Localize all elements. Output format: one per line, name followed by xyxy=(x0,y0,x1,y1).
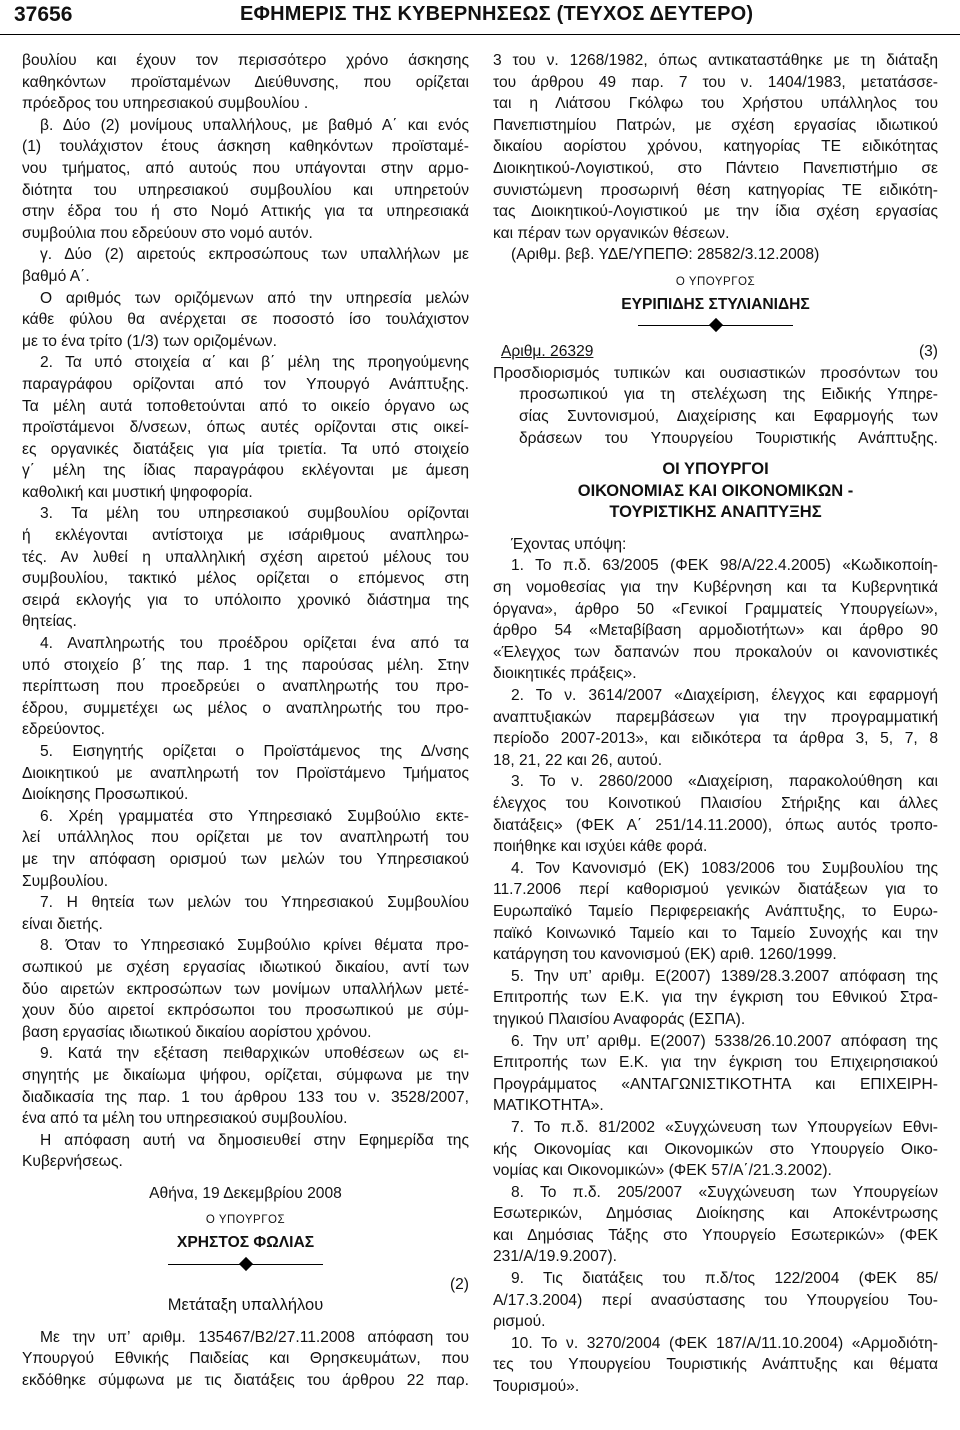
text-line: υπό στοιχείο β΄ της παρ. 1 της παρούσας μέλη. Στην xyxy=(22,656,469,674)
text-line: διοικητικές πράξεις». xyxy=(493,665,637,683)
gazette-title: ΕΦΗΜΕΡΙΣ ΤΗΣ ΚΥΒΕΡΝΗΣΕΩΣ (ΤΕΥΧΟΣ ΔΕΥΤΕΡΟ) xyxy=(240,3,754,25)
text-line: 9. Κατά την εξέταση πειθαρχικών υποθέσεων ως ει- xyxy=(40,1045,469,1063)
text-line: συνιστώμενη προσωρινή θέση κατηγορίας ΤΕ ειδικότη- xyxy=(493,181,938,199)
place-date: Αθήνα, 19 Δεκεμβρίου 2008 xyxy=(149,1184,342,1202)
text-line: 9. Τις διατάξεις του π.δ/τος 122/2004 (ΦΕΚ 85/ xyxy=(511,1270,938,1288)
text-line: ένα από τα μέλη του υπηρεσιακού συμβουλίου. xyxy=(22,1110,348,1128)
decision-ref: Αριθμ. 26329 xyxy=(501,343,594,361)
text-line: 4. Τον Κανονισμό (ΕΚ) 1083/2006 του Συμβουλίου της xyxy=(511,859,938,877)
text-line: 6. Χρέη γραμματέα στο Υπηρεσιακό Συμβούλιο εκτε- xyxy=(40,807,469,825)
text-line: περίπτωση που προεδρεύει ο αναπληρωτής του προ- xyxy=(22,678,469,696)
page-number: 37656 xyxy=(14,3,73,26)
text-line: 18, 21, 22 και 26, αυτού. xyxy=(493,751,663,769)
text-line: 1. Το π.δ. 63/2005 (ΦΕΚ 98/Α/22.4.2005) «Κωδικοποίη- xyxy=(511,557,938,575)
decision-header xyxy=(493,341,938,363)
text-line: εδρεύοντος. xyxy=(22,721,105,739)
text-line: και Δημόσιας Τάξης στο Υπουργείο Εσωτερικών» (ΦΕΚ xyxy=(493,1226,938,1244)
diamond-icon xyxy=(708,318,722,332)
spacer xyxy=(22,1173,469,1183)
text-line: ή εκλέγονται αντίστοιχα με ισάριθμους αναπληρω- xyxy=(22,527,469,545)
text-line: 5. Την υπ’ αριθμ. Ε(2007) 1389/28.3.2007 απόφαση της xyxy=(511,967,938,985)
text-line: Επιτροπής των Ε.Κ. για την έγκριση του Επιχειρησιακού xyxy=(493,1054,938,1072)
decision-title-line: Προσδιορισμός τυπικών και ουσιαστικών προσόντων του xyxy=(493,364,938,382)
text-line: 231/Α/19.9.2007). xyxy=(493,1248,617,1266)
decision-number: (3) xyxy=(918,343,938,361)
text-line: κάθε φύλου θα ανέρχεται σε ποσοστό ίσο τουλάχιστον xyxy=(22,311,469,329)
text-line: όργανα», άρθρο 50 «Γενικοί Γραμματείς Υπουργείων», xyxy=(493,600,938,618)
text-line: διαδικασία της παρ. 1 του άρθρου 133 του ν. 3528/2007, xyxy=(22,1088,469,1106)
text-line: Ευρωπαϊκό Ταμείο Περιφερειακής Ανάπτυξης, το Ευρω- xyxy=(493,902,938,920)
text-line: ΜΑΤΙΚΟΤΗΤΑ». xyxy=(493,1097,604,1115)
text-line: 8. Το π.δ. 205/2007 «Συγχώνευση των Υπουργείων xyxy=(511,1183,938,1201)
text-line: 3. Το ν. 2860/2000 «Διαχείριση, παρακολούθηση και xyxy=(511,773,938,791)
text-line: Συμβουλίου. xyxy=(22,872,109,890)
minister-name: ΧΡΗΣΤΟΣ ΦΩΛΙΑΣ xyxy=(176,1234,315,1252)
text-line: τας Διοικητικού-Λογιστικού με την ίδια σχέση εργασίας xyxy=(493,203,938,221)
text-line: παϊκό Κοινωνικό Ταμείο και το Ταμείο Συνοχής και την xyxy=(493,924,938,942)
text-line: έλεγχος του Κοινοτικού Πλαισίου Στήριξης και άλλες xyxy=(493,795,938,812)
decision-title-line: δράσεων του Υπουργείου Τουριστικής Ανάπτυξης. xyxy=(519,429,938,447)
section-divider xyxy=(168,1254,323,1274)
text-line: ται η Λιάτσου Γκόλφω του Χρήστου υπάλληλος του xyxy=(493,95,938,113)
text-line: έδρου, συμμετέχει ως μέλος ο αναπληρωτής του προ- xyxy=(22,699,469,717)
text-line: 8. Όταν το Υπηρεσιακό Συμβούλιο κρίνει θέματα προ- xyxy=(40,937,469,955)
text-line: Τα μέλη αυτά τοποθετούνται από το οικείο όργανο ως xyxy=(22,397,469,415)
spacer xyxy=(22,1317,469,1327)
spacer xyxy=(493,524,938,534)
text-line: Υπουργού Εθνικής Παιδείας και Θρησκευμάτων, που xyxy=(22,1350,469,1368)
text-line: κής Οικονομίας και Οικονομικών στο Υπουργείο Οικο- xyxy=(493,1140,938,1158)
text-line: συμβουλίου, τακτικό μέλος ορίζεται ο επόμενος στη xyxy=(22,570,469,588)
text-line: 2. Τα υπό στοιχεία α΄ και β΄ μέλη της προηγούμενης xyxy=(40,354,469,372)
text-line: άρθρο 54 «Μεταβίβαση αρμοδιοτήτων» και άρθρο 90 xyxy=(493,622,938,640)
text-line: Επιτροπής των Ε.Κ. για την έγκριση του Εθνικού Στρα- xyxy=(493,989,938,1007)
having-in-mind: Έχοντας υπόψη: xyxy=(511,535,627,553)
text-line: β. Δύο (2) μονίμους υπαλλήλους, με βαθμό Α΄ και ενός xyxy=(40,116,469,134)
text-line: Α/17.3.2004) περί ανασύστασης του Υπουργείου Του- xyxy=(493,1291,938,1309)
text-line: στην έδρα του ή στο Νομό Αττικής για τα υπηρεσιακά xyxy=(22,203,469,221)
text-line: τες του Υπουργείου Τουριστικής Ανάπτυξης και θέματα xyxy=(493,1356,938,1374)
text-line: 4. Αναπληρωτής του προέδρου ορίζεται ένα από τα xyxy=(40,635,469,653)
text-line: 5. Εισηγητής ορίζεται ο Προϊστάμενος της Δ/νσης xyxy=(40,743,469,760)
text-line: Διοικητικού-Λογιστικού, στο Πάντειο Πανεπιστήμιο σε xyxy=(493,159,938,177)
text-line: με το ένα τρίτο (1/3) των οριζομένων. xyxy=(22,332,277,350)
text-line: Εσωτερικών, Δημόσιας Διοίκησης και Αποκέντρωσης xyxy=(493,1205,938,1223)
diamond-icon xyxy=(238,1257,252,1271)
text-line: περίοδο 2007-2013», και ειδικότερα τα άρθρα 3, 5, 7, 8 xyxy=(493,730,938,748)
text-line: διατάξεις» (ΦΕΚ Α΄ 251/14.11.2000), όπως αυτός τροπο- xyxy=(493,816,938,834)
text-line: 6. Την υπ’ αριθμ. Ε(2007) 5338/26.10.2007 απόφαση της xyxy=(511,1032,938,1050)
text-line: Διοίκησης Προσωπικού. xyxy=(22,786,189,804)
decision-title-line: σίας Συντονισμού, Διαχείρισης και Εφαρμογής των xyxy=(519,407,938,425)
text-line: ση νομοθεσίας για την Κυβέρνηση και τα Κυβερνητικά xyxy=(493,579,938,597)
text-line: προϊστάμενοι δ/νσεων, όπως αυτές ορίζονται στις οικεί- xyxy=(22,419,469,437)
text-line: σωπικού με σχέση εργασίας ιδιωτικού δικαίου, αντί των xyxy=(22,958,469,976)
text-line: 10. Το ν. 3270/2004 (ΦΕΚ 187/Α/11.10.2004) «Αρμοδιότη- xyxy=(511,1334,938,1352)
text-line: 11.7.2006 περί καθορισμού γενικών διατάξεων για το xyxy=(493,881,938,899)
decision-title-line: προσωπικού για τη στελέχωση της Ειδικής Υπηρε- xyxy=(519,386,938,404)
text-line: τηγικού Πλαισίου Αναφοράς (ΕΣΠΑ). xyxy=(493,1010,746,1028)
text-line: Με την υπ’ αριθμ. 135467/Β2/27.11.2008 απόφαση του xyxy=(40,1328,469,1346)
text-line: ες οργανικές διατάξεις για μία τριετία. Τα υπό στοιχείο xyxy=(22,440,469,458)
text-line: καθηκόντων προϊσταμένων Διεύθυνσης, που ορίζεται xyxy=(22,73,469,91)
text-line: ρισμού. xyxy=(493,1313,546,1331)
text-line: βαση εργασίας ιδιωτικού δικαίου αορίστου χρόνου. xyxy=(22,1023,372,1041)
text-line: διότητα του υπηρεσιακού συμβουλίου και υπηρετούν xyxy=(22,181,469,199)
text-line: Τουρισμού». xyxy=(493,1378,580,1396)
text-line: Πανεπιστημίου Πατρών, με σχέση εργασίας ιδιωτικού xyxy=(493,116,938,134)
text-line: λεί υπάλληλος που ορίζεται με τον αναπληρωτή του xyxy=(22,829,469,847)
text-line: αναπτυξιακών παρεμβάσεων για την προγραμματική xyxy=(493,708,938,726)
text-line: κατάργηση του κανονισμού (ΕΚ) αριθ. 1260/1999. xyxy=(493,946,837,964)
text-line: είναι διετής. xyxy=(22,915,103,933)
text-line: 3. Τα μέλη του υπηρεσιακού συμβουλίου ορίζονται xyxy=(40,505,469,523)
ministers-heading: ΤΟΥΡΙΣΤΙΚΗΣ ΑΝΑΠΤΥΞΗΣ xyxy=(609,503,822,522)
text-line: με την απόφαση ορισμού των μελών του Υπηρεσιακού xyxy=(22,850,469,868)
text-line: Διοικητικού με αναπληρωτή τον Προϊστάμενο Τμήματος xyxy=(22,764,469,782)
right-column xyxy=(493,50,938,1398)
text-line: εκδόθηκε σύμφωνα με τις διατάξεις του άρθρου 22 παρ. xyxy=(22,1372,469,1390)
text-line: δύο αιρετών εκπροσώπων των μονίμων υπαλλήλων μετέ- xyxy=(22,980,469,998)
text-line: (1) τουλάχιστον έτους άσκηση καθηκόντων προϊσταμέ- xyxy=(22,138,469,156)
text-line: 3 του ν. 1268/1982, όπως αντικαταστάθηκε με τη διάταξη xyxy=(493,52,938,69)
text-line: 7. Το π.δ. 81/2002 «Συγχώνευση των Υπουργείων Εθνι- xyxy=(511,1118,938,1136)
minister-label: Ο ΥΠΟΥΡΓΟΣ xyxy=(205,1214,286,1227)
text-line: θητείας. xyxy=(22,613,77,631)
text-line: δικαίου αορίστου χρόνου, κατηγορίας ΤΕ ειδικότητας xyxy=(493,138,938,156)
decision-title: Μετάταξη υπαλλήλου xyxy=(167,1296,324,1315)
text-line: ποιήθηκε και ισχύει κάθε φορά. xyxy=(493,838,708,856)
text-line: νομίας και Οικονομικών» (ΦΕΚ 57/Α΄/21.3.2002). xyxy=(493,1162,832,1180)
ministers-heading: ΟΙ ΥΠΟΥΡΓΟΙ xyxy=(662,460,769,479)
minister-name: ΕΥΡΙΠΙΔΗΣ ΣΤΥΛΙΑΝΙΔΗΣ xyxy=(621,295,810,313)
page-header xyxy=(0,0,960,35)
text-line: του άρθρου 49 παρ. 7 του ν. 1404/1983, μετατάσσε- xyxy=(493,73,938,91)
decision-number: (2) xyxy=(449,1275,469,1293)
text-line: σειρά εκλογής για το υπόλοιπο χρονικό διάστημα της xyxy=(22,591,469,609)
text-line: σηγητής με δικαίωμα ψήφου, ορίζεται, σύμφωνα με την xyxy=(22,1066,469,1084)
text-line: τές. Αν λυθεί η υπαλληλική σχέση αιρετού μέλους του xyxy=(22,548,469,566)
spacer xyxy=(493,449,938,459)
text-line: παραγράφου ορίζονται από τον Υπουργό Ανάπτυξης. xyxy=(22,375,469,393)
text-line: χουν δύο αιρετοί εκπρόσωποι του προσωπικού με σύμ- xyxy=(22,1002,469,1020)
text-line: Η απόφαση αυτή να δημοσιευθεί στην Εφημερίδα της xyxy=(40,1131,469,1149)
text-line: συμβούλια που εδρεύουν στο νομό αυτόν. xyxy=(22,224,313,242)
text-line: και πέραν των οργανικών θέσεων. xyxy=(493,224,730,242)
text-line: γ΄ μέλη της ίδιας παραγράφου εκλέγονται με άμεση xyxy=(22,462,469,480)
text-line: καθολική και μυστική ψηφοφορία. xyxy=(22,483,253,501)
text-line: (Αριθμ. βεβ. ΥΔΕ/ΥΠΕΠΘ: 28582/3.12.2008) xyxy=(511,246,820,264)
text-line: «Έλεγχος των δαπανών που προκαλούν οι κανονιστικές xyxy=(493,643,938,661)
text-line: Ο αριθμός των οριζόμενων από την υπηρεσία μελών xyxy=(40,289,469,307)
text-line: πρόεδρος του υπηρεσιακού συμβουλίου . xyxy=(22,95,309,113)
text-line: βουλίου και έχουν τον περισσότερο χρόνο άσκησης xyxy=(22,52,469,69)
text-line: Κυβερνήσεως. xyxy=(22,1153,123,1171)
text-line: 7. Η θητεία των μελών του Υπηρεσιακού Συμβουλίου xyxy=(40,894,469,912)
section-divider xyxy=(638,315,793,335)
text-line: 2. Το ν. 3614/2007 «Διαχείριση, έλεγχος και εφαρμογή xyxy=(511,687,938,705)
text-line: Προγράμματος «ΑΝΤΑΓΩΝΙΣΤΙΚΟΤΗΤΑ και ΕΠΙΧΕΙΡΗ- xyxy=(493,1075,938,1093)
minister-label: Ο ΥΠΟΥΡΓΟΣ xyxy=(675,275,756,288)
text-line: γ. Δύο (2) αιρετούς εκπροσώπους των υπαλλήλων με xyxy=(40,246,469,264)
text-line: νου τμήματος, από αυτούς που υπάγονται στην αρμο- xyxy=(22,159,469,177)
ministers-heading: ΟΙΚΟΝΟΜΙΑΣ ΚΑΙ ΟΙΚΟΝΟΜΙΚΩΝ - xyxy=(577,481,854,500)
text-line: βαθμό Α΄. xyxy=(22,267,90,285)
left-column xyxy=(22,50,469,1392)
